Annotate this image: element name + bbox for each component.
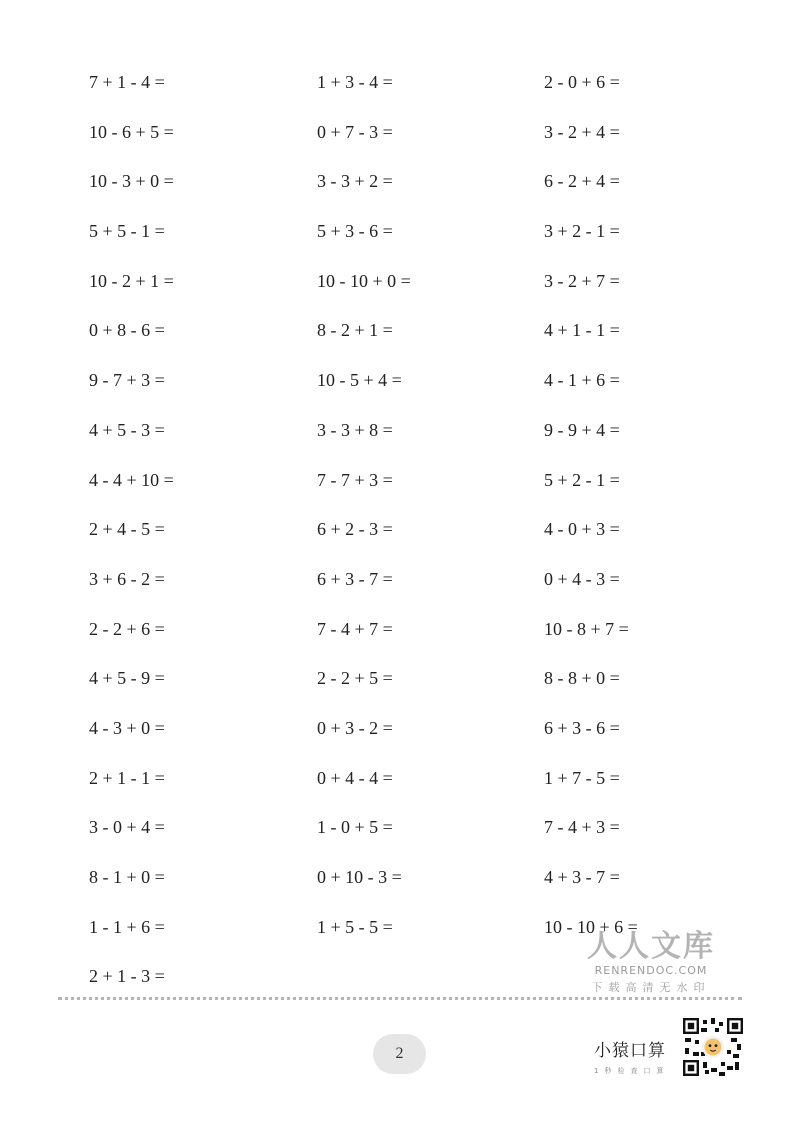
- problem-item: 3 + 2 - 1 =: [544, 221, 620, 242]
- watermark-title: 人人文库: [587, 929, 715, 964]
- problem-item: 5 + 2 - 1 =: [544, 469, 620, 490]
- problem-item: 1 + 7 - 5 =: [544, 767, 620, 788]
- problem-item: 10 - 2 + 1 =: [89, 270, 174, 291]
- problem-item: 4 + 3 - 7 =: [544, 867, 620, 887]
- problem-item: 0 + 4 - 3 =: [544, 568, 620, 589]
- problem-item: 6 + 3 - 6 =: [544, 717, 620, 738]
- page-number-badge: [373, 1034, 426, 1074]
- problem-item: 8 - 8 + 0 =: [544, 668, 620, 689]
- problem-item: 10 - 6 + 5 =: [89, 121, 174, 142]
- problem-item: 0 + 8 - 6 =: [89, 320, 165, 341]
- qr-code-icon: [683, 1018, 743, 1076]
- problem-item: 5 + 5 - 1 =: [89, 221, 165, 242]
- problem-item: 4 + 1 - 1 =: [544, 320, 620, 341]
- problem-item: 1 - 0 + 5 =: [317, 817, 393, 838]
- footer-divider: [58, 997, 742, 1000]
- problem-item: 0 + 7 - 3 =: [317, 121, 393, 142]
- problem-item: 3 - 3 + 2 =: [317, 171, 393, 192]
- problem-item: 4 + 5 - 9 =: [89, 668, 165, 689]
- problem-item: 1 - 1 + 6 =: [89, 916, 165, 937]
- problem-item: 7 - 7 + 3 =: [317, 469, 393, 490]
- problem-item: 3 - 0 + 4 =: [89, 817, 165, 838]
- problem-item: 4 + 5 - 3 =: [89, 419, 165, 440]
- watermark-domain: RENRENDOC.COM: [594, 964, 708, 977]
- problem-item: 10 - 10 + 0 =: [317, 270, 411, 291]
- brand-block: [594, 1040, 680, 1076]
- problem-item: 3 + 6 - 2 =: [89, 568, 165, 589]
- problem-item: 0 + 4 - 4 =: [317, 767, 393, 788]
- page-number: 2: [395, 1045, 404, 1062]
- problem-item: 2 - 2 + 5 =: [317, 668, 393, 689]
- problem-item: 3 - 2 + 4 =: [544, 121, 620, 142]
- problem-item: 10 - 5 + 4 =: [317, 370, 402, 391]
- problem-item: 6 - 2 + 4 =: [544, 171, 620, 192]
- problem-item: 9 - 9 + 4 =: [544, 419, 620, 440]
- problem-item: 10 - 8 + 7 =: [544, 618, 629, 639]
- problem-item: 7 + 1 - 4 =: [89, 72, 165, 92]
- problem-item: 7 - 4 + 3 =: [544, 817, 620, 838]
- problem-item: 2 - 0 + 6 =: [544, 72, 620, 92]
- problem-column-3: [544, 68, 638, 962]
- problem-item: 0 + 10 - 3 =: [317, 867, 402, 887]
- problem-item: 3 - 2 + 7 =: [544, 270, 620, 291]
- problem-item: 4 - 4 + 10 =: [89, 469, 174, 490]
- watermark: [586, 930, 716, 996]
- problem-item: 10 - 10 + 6 =: [544, 916, 638, 937]
- problem-item: 6 + 2 - 3 =: [317, 519, 393, 540]
- brand-name: 小猿口算: [594, 1041, 666, 1061]
- problem-item: 4 - 0 + 3 =: [544, 519, 620, 540]
- problem-item: 2 + 4 - 5 =: [89, 519, 165, 540]
- problem-item: 7 - 4 + 7 =: [317, 618, 393, 639]
- problem-item: 6 + 3 - 7 =: [317, 568, 393, 589]
- problem-item: 2 + 1 - 3 =: [89, 966, 165, 987]
- problem-item: 2 + 1 - 1 =: [89, 767, 165, 788]
- problem-item: 5 + 3 - 6 =: [317, 221, 393, 242]
- problem-column-2: [317, 68, 411, 962]
- watermark-tagline: 下载高清无水印: [591, 981, 711, 994]
- problem-item: 1 + 3 - 4 =: [317, 72, 393, 92]
- problem-item: 2 - 2 + 6 =: [89, 618, 165, 639]
- brand-subtitle: 1秒检查口算: [594, 1067, 670, 1075]
- problem-item: 4 - 3 + 0 =: [89, 717, 165, 738]
- problem-item: 0 + 3 - 2 =: [317, 717, 393, 738]
- problem-item: 8 - 2 + 1 =: [317, 320, 393, 341]
- problem-item: 3 - 3 + 8 =: [317, 419, 393, 440]
- problem-item: 8 - 1 + 0 =: [89, 867, 165, 887]
- problem-item: 9 - 7 + 3 =: [89, 370, 165, 391]
- problem-column-1: [89, 68, 174, 1012]
- problem-item: 10 - 3 + 0 =: [89, 171, 174, 192]
- problem-item: 1 + 5 - 5 =: [317, 916, 393, 937]
- problem-item: 4 - 1 + 6 =: [544, 370, 620, 391]
